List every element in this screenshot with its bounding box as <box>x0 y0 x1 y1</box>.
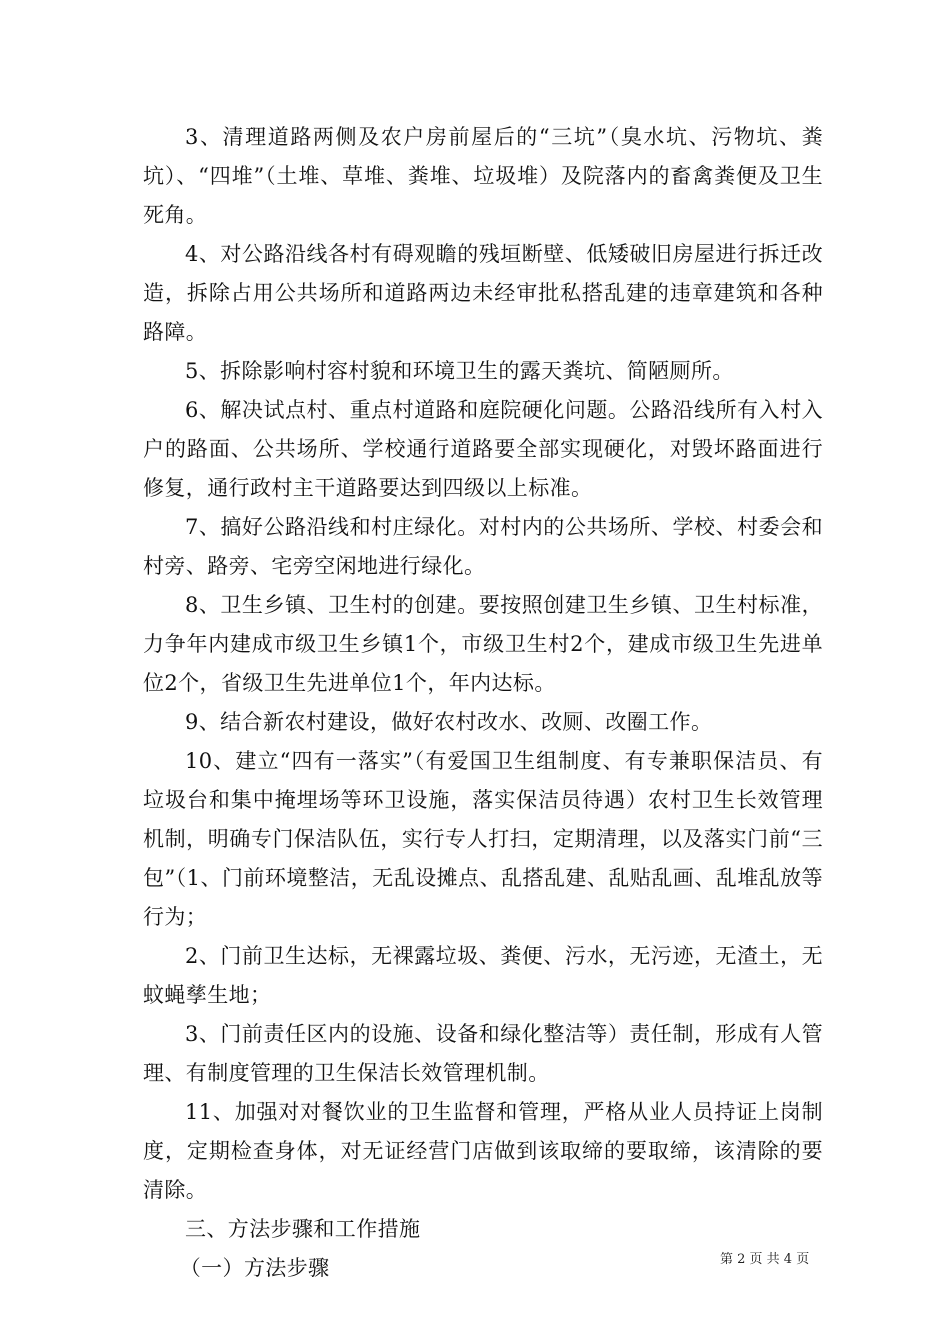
paragraph-item-10-sub-3: 3、门前责任区内的设施、设备和绿化整洁等）责任制，形成有人管理、有制度管理的卫生保洁长效管理机制。 <box>143 1022 823 1085</box>
subsection-heading: （一）方法步骤 <box>179 1256 330 1280</box>
paragraph-item-8: 8、卫生乡镇、卫生村的创建。要按照创建卫生乡镇、卫生村标准，力争年内建成市级卫生乡镇1个，市级卫生村2个，建成市级卫生先进单位2个，省级卫生先进单位1个，年内达标。 <box>143 593 823 695</box>
paragraph-item-4: 4、对公路沿线各村有碍观瞻的残垣断壁、低矮破旧房屋进行拆迁改造，拆除占用公共场所和道路两边未经审批私搭乱建的违章建筑和各种路障。 <box>143 242 823 344</box>
section-heading: 三、方法步骤和工作措施 <box>185 1217 421 1241</box>
paragraph-item-9: 9、结合新农村建设，做好农村改水、改厕、改圈工作。 <box>185 710 713 734</box>
paragraph-item-3: 3、清理道路两侧及农户房前屋后的“三坑”（臭水坑、污物坑、粪坑）、“四堆”（土堆、草堆、粪堆、垃圾堆）及院落内的畜禽粪便及卫生死角。 <box>143 125 823 227</box>
paragraph-item-7: 7、搞好公路沿线和村庄绿化。对村内的公共场所、学校、村委会和村旁、路旁、宅旁空闲地进行绿化。 <box>143 515 823 578</box>
paragraph-item-11: 11、加强对对餐饮业的卫生监督和管理，严格从业人员持证上岗制度，定期检查身体，对无证经营门店做到该取缔的要取缔，该清除的要清除。 <box>143 1100 823 1202</box>
page-number-footer: 第 2 页 共 4 页 <box>720 1252 810 1267</box>
paragraph-item-5: 5、拆除影响村容村貌和环境卫生的露天粪坑、简陋厕所。 <box>185 359 734 383</box>
paragraph-item-6: 6、解决试点村、重点村道路和庭院硬化问题。公路沿线所有入村入户的路面、公共场所、学校通行道路要全部实现硬化，对毁坏路面进行修复，通行政村主干道路要达到四级以上标准。 <box>143 398 823 500</box>
paragraph-item-10-sub-2: 2、门前卫生达标，无裸露垃圾、粪便、污水，无污迹，无渣土，无蚊蝇孳生地； <box>143 944 823 1007</box>
document-body <box>143 118 823 1288</box>
paragraph-item-10: 10、建立“四有一落实”（有爱国卫生组制度、有专兼职保洁员、有垃圾台和集中掩埋场等环卫设施，落实保洁员待遇）农村卫生长效管理机制，明确专门保洁队伍，实行专人打扫，定期清理，以及落实门前“三包”（1、门前环境整洁，无乱设摊点、乱搭乱建、乱贴乱画、乱堆乱放等行为； <box>143 749 823 929</box>
